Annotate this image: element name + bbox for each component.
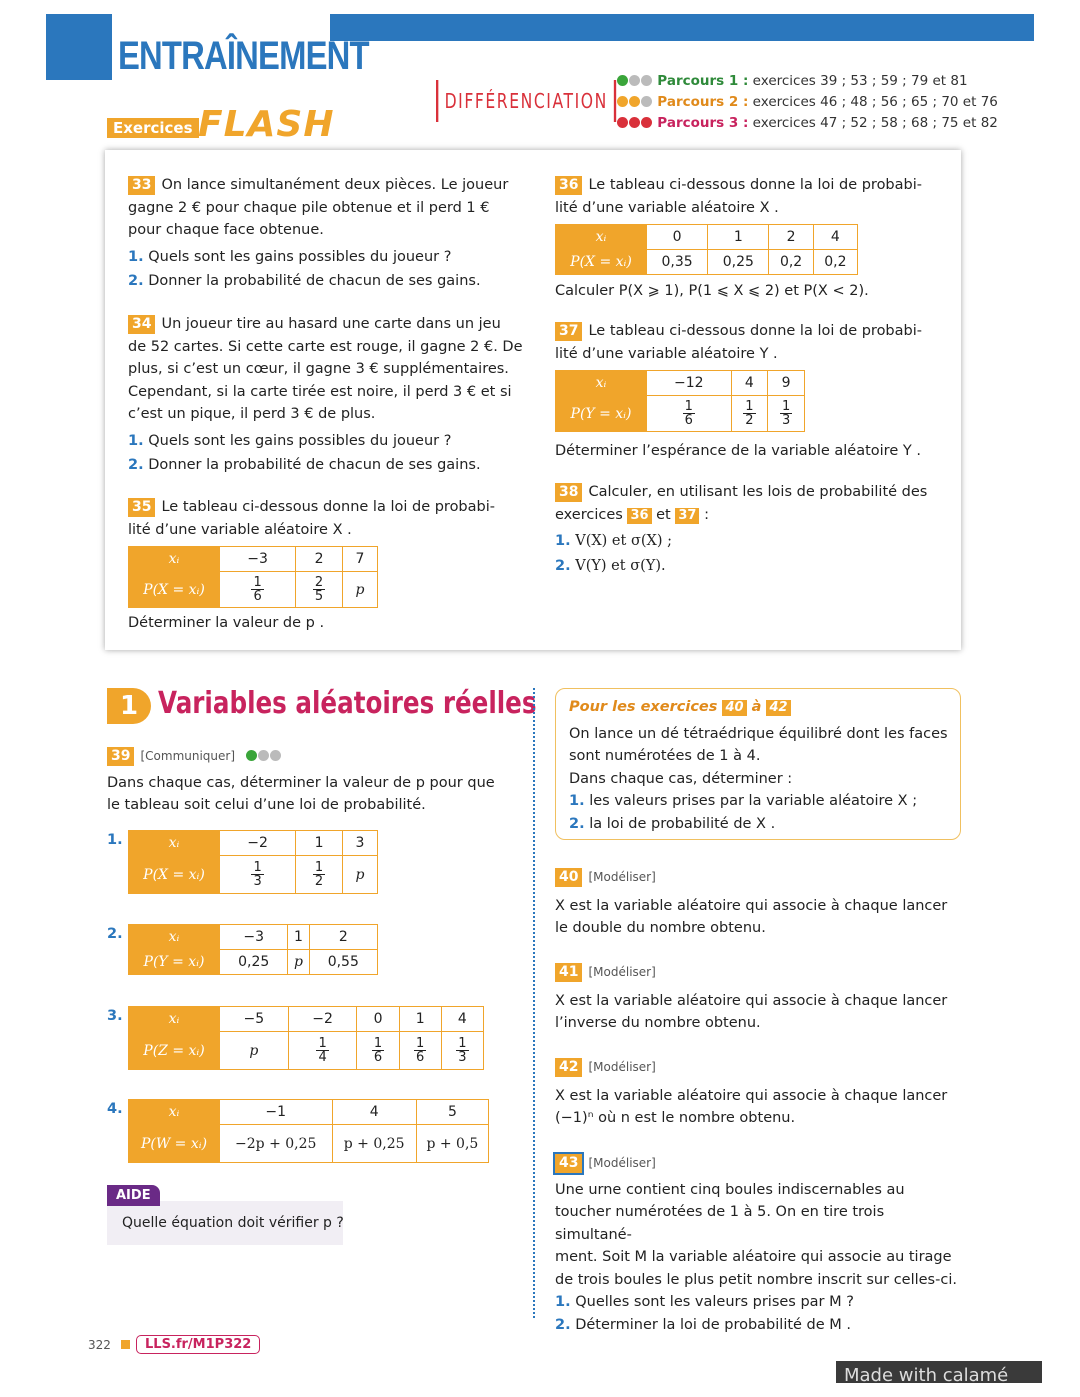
exercise-41: 41 [Modéliser] X est la variable aléatoire qui associe à chaque lancer l’inverse du nombre obtenu.	[555, 964, 948, 1031]
exercise-36: 36 Le tableau ci-dessous donne la loi de probabi- lité d’une variable aléatoire X .	[555, 177, 922, 216]
column-divider	[533, 688, 535, 1318]
exercise-38: 38 Calculer, en utilisant les lois de probabilité des exercices 36 et 37 : 1. V(X) et σ(X) ; 2. V(Y) et σ(Y).	[555, 484, 928, 574]
table-39-1: xᵢ −2 1 3 P(X = xᵢ) $\frac{1}{3}$ $\frac{1}{2}$ p	[128, 830, 378, 894]
table-35: xᵢ −3 2 7 P(X = xᵢ) $\frac{1}{6}$ $\frac{2}{5}$ p	[128, 546, 378, 608]
header-bar	[330, 14, 1034, 41]
parcours-1: Parcours 1 : exercices 39 ; 53 ; 59 ; 79 et 81	[617, 73, 968, 89]
table-39-3: xᵢ −5 −2 0 1 4 P(Z = xᵢ) p $\frac{1}{4}$ $\frac{1}{6}$ $\frac{1}{6}$ $\frac{1}{3}$	[128, 1006, 484, 1070]
t3-index: 3.	[107, 1008, 123, 1024]
section-number: 1	[107, 688, 151, 724]
exercise-33: 33 On lance simultanément deux pièces. Le joueur gagne 2 € pour chaque pile obtenue et il perd 1 € pour chaque face obtenue. 1. Quels sont les gains possibles du joueur ? 2. Donner la probabilité de chacun de ses gains.	[128, 177, 509, 289]
exercise-35: 35 Le tableau ci-dessous donne la loi de probabi- lité d’une variable aléatoire X .	[128, 499, 495, 538]
table-37: xᵢ −12 4 9 P(Y = xᵢ) $\frac{1}{6}$ $\frac{1}{2}$ $\frac{1}{3}$	[555, 370, 805, 432]
exercices-label: Exercices	[107, 118, 199, 138]
t2-index: 2.	[107, 926, 123, 942]
table-36: xᵢ 0 1 2 4 P(X = xᵢ) 0,35 0,25 0,2 0,2	[555, 224, 858, 275]
page-title: ENTRAÎNEMENT	[118, 34, 369, 78]
parcours-3: Parcours 3 : exercices 47 ; 52 ; 58 ; 68 ; 75 et 82	[617, 115, 998, 131]
aide-label: AIDE	[107, 1185, 160, 1206]
exercise-34: 34 Un joueur tire au hasard une carte dans un jeu de 52 cartes. Si cette carte est rouge, il gagne 2 €. De plus, si c’est un cœur, il gagne 3 € supplémentaires. Cependant, si la carte tirée est noire, il perd 3 € et si c’est un pique, il perd 3 € de plus. 1. Quels sont les gains possibles du joueur ? 2. Donner la probabilité de chacun de ses gains.	[128, 316, 523, 473]
section-title: Variables aléatoires réelles	[158, 686, 537, 721]
exercise-39: 39 [Communiquer] Dans chaque cas, déterminer la valeur de p pour que le tableau soit celui d’une loi de probabilité.	[107, 748, 495, 813]
exercise-37: 37 Le tableau ci-dessous donne la loi de probabi- lité d’une variable aléatoire Y .	[555, 323, 922, 362]
pour-content: Pour les exercices 40 à 42 On lance un dé tétraédrique équilibré dont les faces sont numérotées de 1 à 4. Dans chaque cas, déterminer : 1. les valeurs prises par la variable aléatoire X ; 2. la loi de probabilité de X .	[569, 699, 948, 832]
parcours-2: Parcours 2 : exercices 46 ; 48 ; 56 ; 65 ; 70 et 76	[617, 94, 998, 110]
exercise-42: 42 [Modéliser] X est la variable aléatoire qui associe à chaque lancer (−1)ⁿ où n est le nombre obtenu.	[555, 1059, 948, 1126]
aide-text: Quelle équation doit vérifier p ?	[122, 1215, 344, 1231]
ex37-question: Déterminer l’espérance de la variable aléatoire Y .	[555, 443, 921, 459]
lls-link[interactable]: LLS.fr/M1P322	[136, 1335, 260, 1354]
flash-label: FLASH	[198, 104, 335, 145]
t4-index: 4.	[107, 1101, 123, 1117]
calameo-watermark: Made with calamé	[836, 1361, 1042, 1383]
ex35-question: Déterminer la valeur de p .	[128, 615, 325, 631]
table-39-2: xᵢ −3 1 2 P(Y = xᵢ) 0,25 p 0,55	[128, 924, 378, 975]
table-39-4: xᵢ −1 4 5 P(W = xᵢ) −2p + 0,25 p + 0,25 p + 0,5	[128, 1099, 489, 1163]
header-tab	[46, 14, 112, 80]
t1-index: 1.	[107, 832, 123, 848]
page-number: 322	[88, 1338, 130, 1352]
exercise-40: 40 [Modéliser] X est la variable aléatoire qui associe à chaque lancer le double du nombre obtenu.	[555, 869, 948, 936]
differenciation-label: DIFFÉRENCIATION	[436, 80, 616, 122]
ex36-question: Calculer P(X ⩾ 1), P(1 ⩽ X ⩽ 2) et P(X < 2).	[555, 283, 869, 299]
exercise-43: 43 [Modéliser] Une urne contient cinq boules indiscernables au toucher numérotées de 1 à 5. On en tire trois simultané- ment. Soit M la variable aléatoire qui associe au tirage de trois boules le plus petit nombre inscrit sur celles-ci. 1. Quelles sont les valeurs prises par M ? 2. Déterminer la loi de probabilité de M .	[555, 1155, 957, 1333]
